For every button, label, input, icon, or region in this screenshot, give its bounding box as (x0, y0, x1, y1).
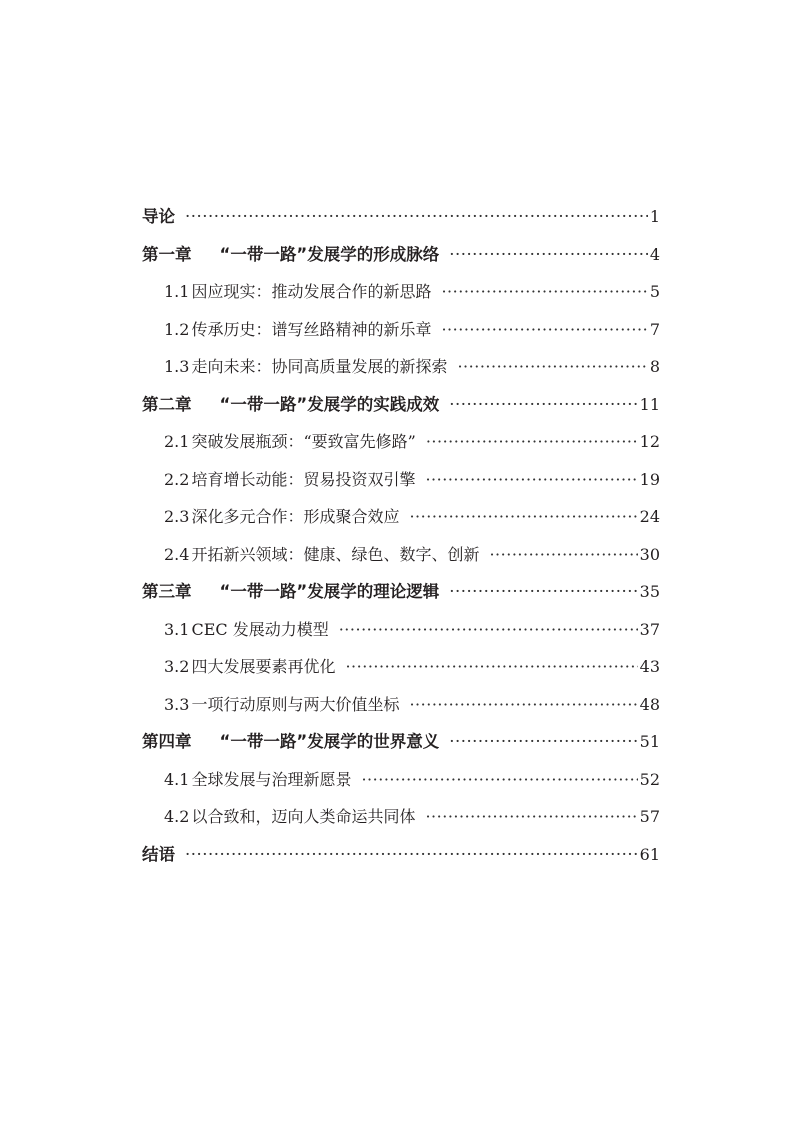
dot-leader (449, 386, 637, 424)
chapter-label: 第三章 (142, 582, 192, 601)
toc-chapter-3[interactable] (142, 573, 660, 611)
section-number: 1.1 (164, 282, 190, 301)
section-number: 2.3 (164, 507, 190, 526)
toc-page-number: 37 (639, 619, 660, 639)
dot-leader (449, 236, 648, 274)
toc-section-3-3[interactable] (142, 686, 660, 724)
section-title: 深化多元合作：形成聚合效应 (191, 507, 400, 526)
dot-leader (185, 198, 648, 236)
section-number: 4.2 (164, 807, 190, 826)
toc-section-1-2[interactable] (142, 311, 660, 349)
section-title: 走向未来：协同高质量发展的新探索 (191, 357, 448, 376)
toc-section-2-3[interactable] (142, 498, 660, 536)
chapter-title: “一带一路”发展学的世界意义 (219, 732, 440, 751)
toc-page-number: 30 (639, 544, 660, 564)
dot-leader (426, 423, 638, 461)
toc-section-1-3[interactable] (142, 348, 660, 386)
section-number: 1.2 (164, 319, 190, 339)
section-number: 4.1 (164, 769, 190, 789)
section-title: 开拓新兴领域：健康、绿色、数字、创新 (191, 544, 480, 564)
section-title: 四大发展要素再优化 (191, 657, 336, 676)
toc-chapter-4[interactable] (142, 723, 660, 761)
dot-leader (425, 798, 637, 836)
toc-page-number: 52 (639, 769, 660, 789)
chapter-label: 第四章 (142, 732, 192, 751)
toc-section-4-2[interactable] (142, 798, 660, 836)
section-number: 1.3 (164, 357, 190, 376)
chapter-label: 第二章 (142, 394, 192, 414)
section-title: 传承历史：谱写丝路精神的新乐章 (191, 319, 432, 339)
dot-leader (449, 723, 637, 761)
section-title: 培育增长动能：贸易投资双引擎 (191, 469, 416, 489)
chapter-title: “一带一路”发展学的实践成效 (219, 394, 440, 414)
dot-leader (449, 573, 637, 611)
section-title: 突破发展瓶颈：“要致富先修路” (191, 432, 416, 451)
toc-section-3-2[interactable] (142, 648, 660, 686)
chapter-label: 第一章 (142, 244, 192, 264)
chapter-title: “一带一路”发展学的理论逻辑 (219, 582, 440, 601)
dot-leader (409, 686, 637, 724)
table-of-contents (142, 198, 660, 873)
dot-leader (457, 348, 647, 386)
toc-page-number: 4 (649, 244, 660, 264)
section-title: 因应现实：推动发展合作的新思路 (191, 282, 432, 301)
dot-leader (361, 761, 637, 799)
section-title: 一项行动原则与两大价值坐标 (191, 694, 400, 714)
toc-section-4-1[interactable] (142, 761, 660, 799)
toc-page-number: 8 (649, 357, 660, 376)
toc-page-number: 19 (639, 469, 660, 489)
toc-entry-intro[interactable] (142, 198, 660, 236)
toc-page-number: 5 (649, 282, 660, 301)
toc-section-1-1[interactable] (142, 273, 660, 311)
toc-chapter-2[interactable] (142, 386, 660, 424)
toc-page-number: 1 (649, 207, 660, 226)
dot-leader (409, 498, 637, 536)
section-number: 2.2 (164, 469, 190, 489)
section-number: 3.2 (164, 657, 190, 676)
toc-page-number: 11 (639, 394, 660, 414)
toc-page-number: 12 (639, 432, 660, 451)
toc-section-2-2[interactable] (142, 461, 660, 499)
toc-page-number: 43 (639, 657, 660, 676)
section-number: 2.1 (164, 432, 190, 451)
dot-leader (425, 461, 637, 499)
toc-section-2-1[interactable] (142, 423, 660, 461)
toc-page-number: 57 (639, 807, 660, 826)
section-title: CEC 发展动力模型 (191, 619, 329, 639)
section-title: 以合致和，迈向人类命运共同体 (191, 807, 416, 826)
toc-page-number: 7 (649, 319, 660, 339)
section-number: 3.3 (164, 694, 190, 714)
toc-page-number: 51 (639, 732, 660, 751)
toc-page-number: 24 (639, 507, 660, 526)
dot-leader (441, 273, 647, 311)
dot-leader (489, 536, 637, 574)
toc-chapter-1[interactable] (142, 236, 660, 274)
dot-leader (339, 611, 638, 649)
toc-entry-conclusion[interactable] (142, 836, 660, 874)
section-number: 3.1 (164, 619, 190, 639)
toc-page-number: 61 (639, 844, 660, 864)
toc-page-number: 35 (639, 582, 660, 601)
section-title: 全球发展与治理新愿景 (191, 769, 352, 789)
chapter-title: “一带一路”发展学的形成脉络 (219, 244, 440, 264)
toc-entry-title: 导论 (142, 207, 175, 226)
toc-section-3-1[interactable] (142, 611, 660, 649)
dot-leader (185, 836, 638, 874)
dot-leader (345, 648, 637, 686)
toc-section-2-4[interactable] (142, 536, 660, 574)
section-number: 2.4 (164, 544, 190, 564)
dot-leader (441, 311, 647, 349)
toc-page-number: 48 (639, 694, 660, 714)
toc-entry-title: 结语 (142, 844, 175, 864)
